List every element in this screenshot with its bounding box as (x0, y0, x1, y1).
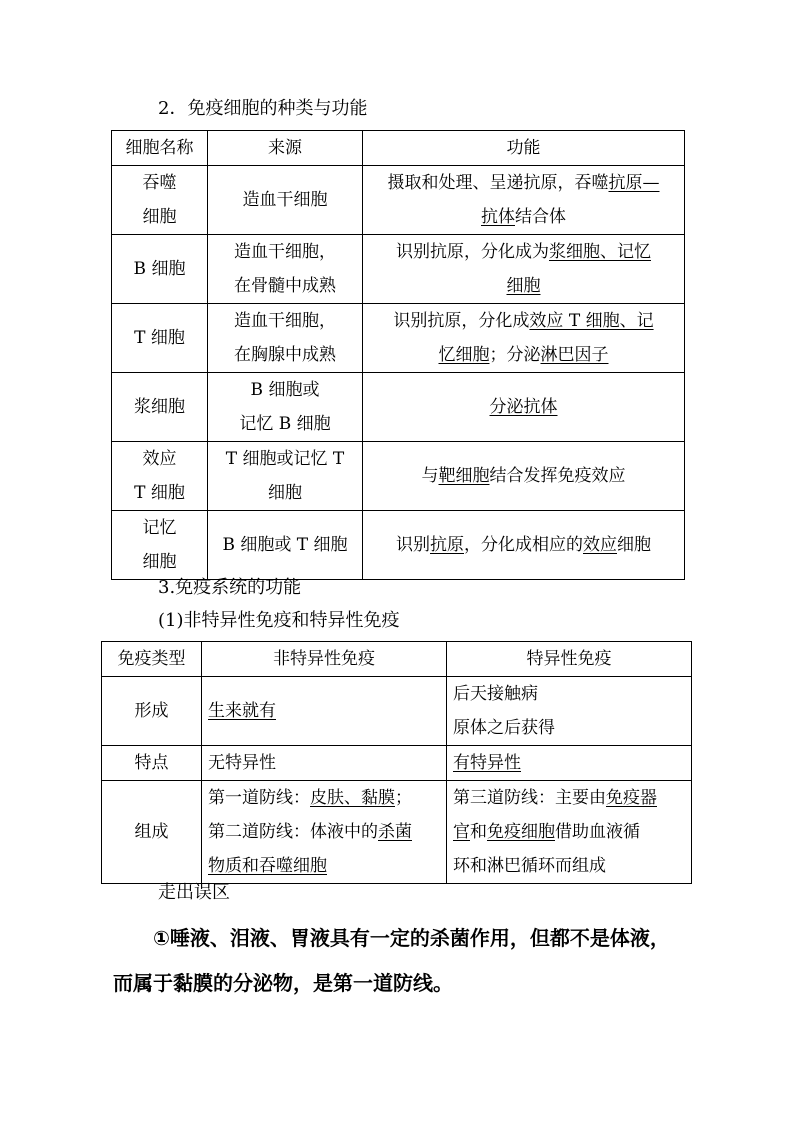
section3-subtitle: (1)非特异性免疫和特异性免疫 (158, 610, 400, 631)
table-row: 效应 T 细胞 T 细胞或记忆 T 细胞 与靶细胞结合发挥免疫效应 (112, 442, 685, 511)
immune-cells-table (111, 130, 685, 580)
header-function: 功能 (363, 131, 685, 166)
header-immune-type: 免疫类型 (102, 642, 202, 677)
header-cell-name: 细胞名称 (112, 131, 208, 166)
table-row: 形成 生来就有 后天接触病 原体之后获得 (102, 677, 692, 746)
misconception-title: 走出误区 (158, 882, 230, 903)
table-row: B 细胞 造血干细胞， 在骨髓中成熟 识别抗原，分化成为浆细胞、记忆 细胞 (112, 235, 685, 304)
header-specific: 特异性免疫 (447, 642, 692, 677)
header-source: 来源 (208, 131, 363, 166)
misconception-line-1: ①唾液、泪液、胃液具有一定的杀菌作用，但都不是体液， (153, 926, 670, 950)
table-row: 吞噬 细胞 造血干细胞 摄取和处理、呈递抗原，吞噬抗原— 抗体结合体 (112, 166, 685, 235)
table-row: T 细胞 造血干细胞， 在胸腺中成熟 识别抗原，分化成效应 T 细胞、记 忆细胞；分泌淋巴因子 (112, 304, 685, 373)
table-row: 特点 无特异性 有特异性 (102, 746, 692, 781)
misconception-line-2: 而属于黏膜的分泌物，是第一道防线。 (113, 971, 453, 995)
immunity-comparison-table (101, 641, 692, 884)
section2-title: 2．免疫细胞的种类与功能 (158, 98, 368, 119)
table-row: 记忆 细胞 B 细胞或 T 细胞 识别抗原，分化成相应的效应细胞 (112, 511, 685, 580)
table-row: 浆细胞 B 细胞或 记忆 B 细胞 分泌抗体 (112, 373, 685, 442)
section3-title: 3.免疫系统的功能 (158, 577, 302, 598)
header-nonspecific: 非特异性免疫 (202, 642, 447, 677)
table-row: 组成 第一道防线：皮肤、黏膜； 第二道防线：体液中的杀菌 物质和吞噬细胞 第三道防线：主要由免疫器 官和免疫细胞借助血液循 环和淋巴循环而组成 (102, 781, 692, 884)
